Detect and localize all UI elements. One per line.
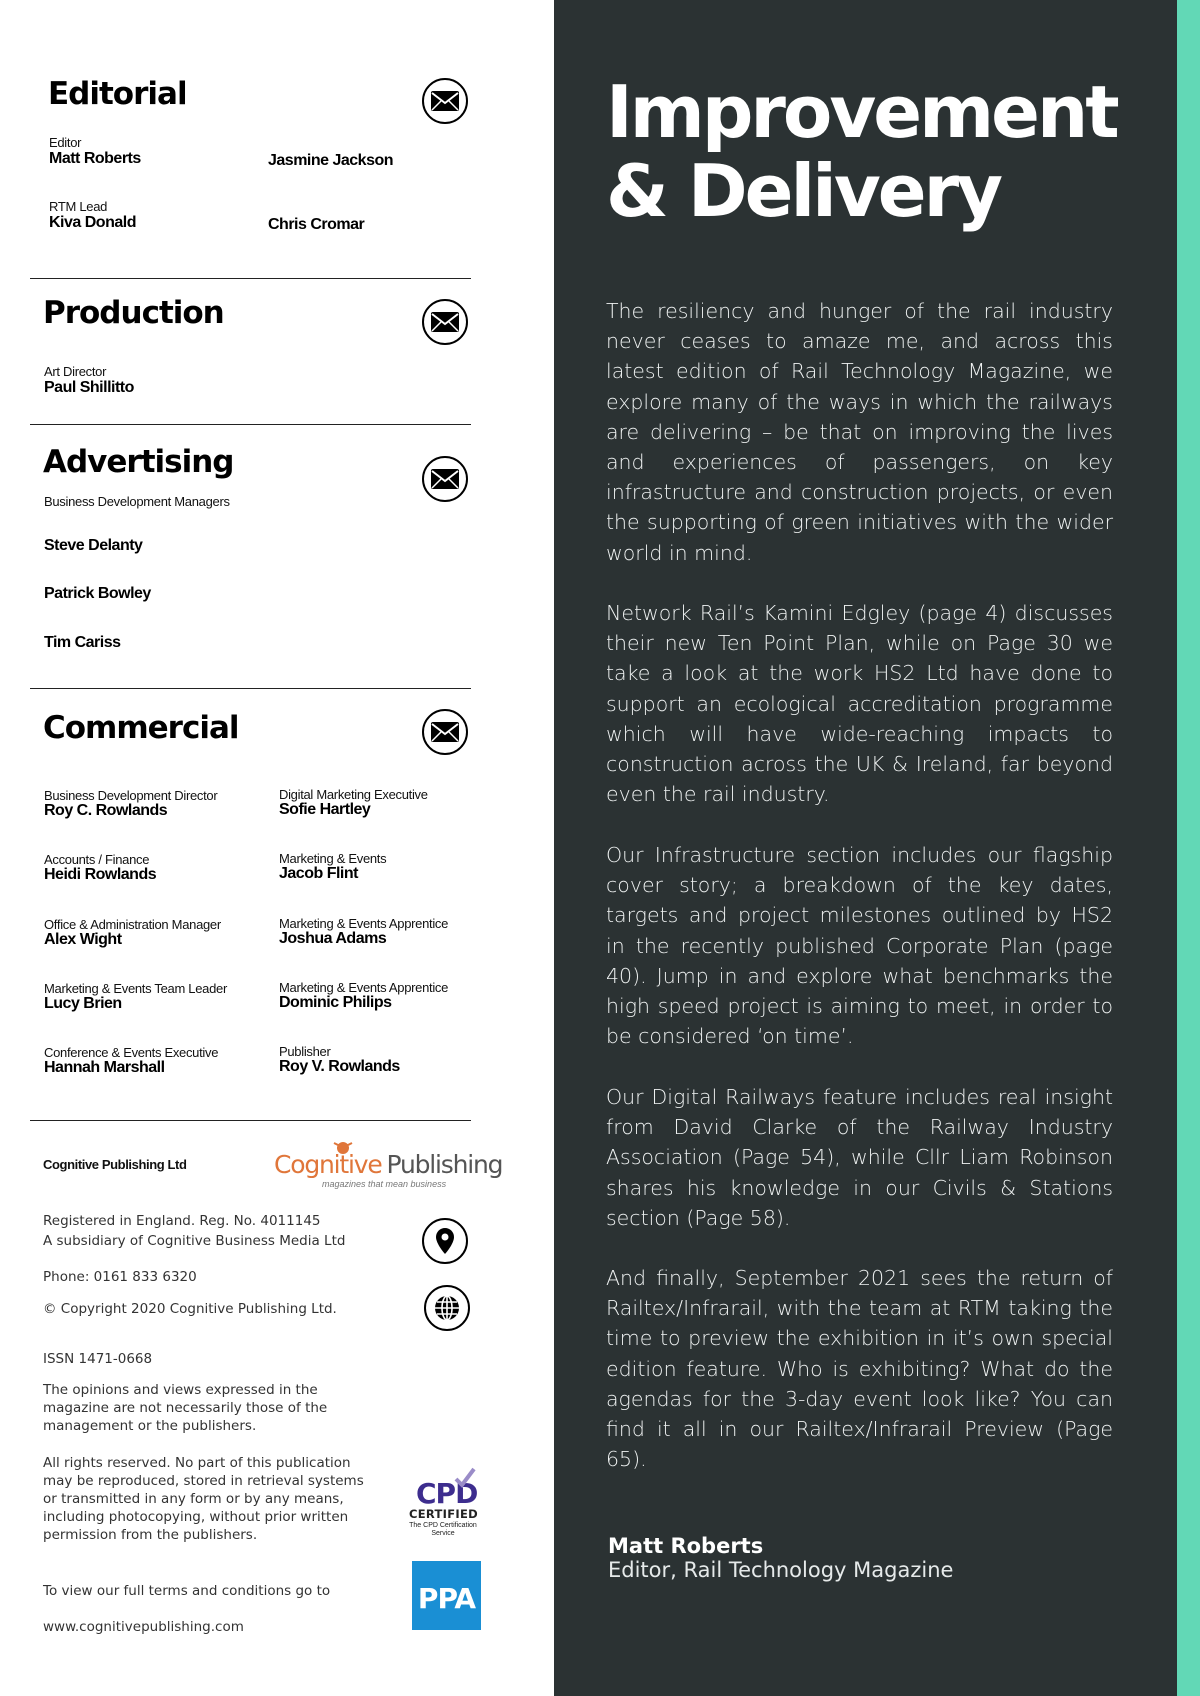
- staff-role: Business Development Director: [44, 788, 218, 803]
- email-icon[interactable]: [422, 709, 468, 755]
- staff-name: Heidi Rowlands: [44, 866, 157, 883]
- email-icon[interactable]: [422, 78, 468, 124]
- staff-name: Alex Wight: [44, 931, 122, 948]
- lead-name: Kiva Donald: [49, 214, 136, 231]
- staff-role: Accounts / Finance: [44, 852, 150, 867]
- article-paragraph: And finally, September 2021 sees the return of Railtex/Infrarail, with the team at RTM taking the time to preview the exhibition in it’s own special edition feature. Who is exhibiting? What do the agendas for the 3-day event look like? You can find it all in our Railtex/Infrarail Preview (Page 65).: [606, 1266, 1113, 1472]
- advertising-subheading: Business Development Managers: [44, 494, 230, 509]
- staff-name: Roy C. Rowlands: [44, 802, 168, 819]
- article-paragraph: Our Digital Railways feature includes real insight from David Clarke of the Railway Industry Association (Page 54), while Cllr Liam Robinson shares his knowledge in our Civils & Stations section (Page 58).: [606, 1085, 1113, 1230]
- staff-role: Office & Administration Manager: [44, 917, 221, 932]
- ppa-word: PPA: [417, 1582, 476, 1615]
- advertising-heading: Advertising: [43, 444, 234, 480]
- article-title-line2: & Delivery: [606, 149, 1001, 233]
- staff-name: Jacob Flint: [279, 865, 358, 882]
- editorial-heading: Editorial: [48, 76, 187, 112]
- article-paragraph: The resiliency and hunger of the rail industry never ceases to amaze me, and across this latest edition of Rail Technology Magazine, we explore many of the ways in which the railways are delivering – be that on improving the lives and experiences of passengers, on key infrastructure and construction projects, or even the supporting of green initiatives with the wider world in mind.: [606, 299, 1113, 565]
- article-paragraph: Our Infrastructure section includes our flagship cover story; a breakdown of the key dates, targets and project milestones outlined by HS2 in the recently published Corporate Plan (page 40). Jump in and explore what benchmarks the high speed project is aiming to meet, in order to be considered ‘on time’.: [606, 843, 1113, 1049]
- editor-role: Editor: [49, 135, 82, 150]
- article-paragraph: Network Rail’s Kamini Edgley (page 4) discusses their new Ten Point Plan, while on Page 30 we take a look at the work HS2 Ltd have done to support an ecological accreditation programme which will have wide-reaching impacts to construction across the UK & Ireland, far beyond even the rail industry.: [606, 601, 1113, 807]
- checkmark-icon: [454, 1467, 476, 1489]
- email-icon[interactable]: [422, 299, 468, 345]
- lead-role: RTM Lead: [49, 199, 108, 214]
- commercial-heading: Commercial: [43, 710, 239, 746]
- copyright-text: © Copyright 2020 Cognitive Publishing Ltd.: [43, 1301, 337, 1317]
- article-title-line1: Improvement: [606, 70, 1117, 154]
- editorial-panel: [554, 0, 1177, 1696]
- opinions-text: The opinions and views expressed in the magazine are not necessarily those of the management or the publishers.: [43, 1382, 328, 1434]
- author-name: Matt Roberts: [608, 1534, 764, 1558]
- subsidiary-text: A subsidiary of Cognitive Business Media Ltd: [43, 1233, 346, 1249]
- divider: [30, 1120, 471, 1121]
- lead2-name: Chris Cromar: [268, 216, 365, 233]
- advertising-name: Patrick Bowley: [44, 585, 151, 602]
- staff-role: Marketing & Events: [279, 851, 387, 866]
- cognitive-publishing-logo: [274, 1138, 503, 1190]
- art-director-role: Art Director: [44, 364, 107, 379]
- issn-text: ISSN 1471-0668: [43, 1351, 153, 1367]
- phone-text: Phone: 0161 833 6320: [43, 1269, 197, 1285]
- email-icon[interactable]: [422, 456, 468, 502]
- logo-word-publishing: Publishing: [386, 1150, 503, 1179]
- staff-column: [0, 0, 554, 1696]
- editor-name: Matt Roberts: [49, 150, 141, 167]
- art-director-name: Paul Shillitto: [44, 379, 134, 396]
- author-title: Editor, Rail Technology Magazine: [608, 1558, 954, 1582]
- registered-text: Registered in England. Reg. No. 4011145: [43, 1213, 321, 1229]
- staff-name: Roy V. Rowlands: [279, 1058, 400, 1075]
- staff-name: Dominic Philips: [279, 994, 392, 1011]
- staff-role: Marketing & Events Apprentice: [279, 980, 449, 995]
- cpd-certified-logo: [404, 1467, 482, 1539]
- logo-word-cognitive: Cognitive: [274, 1150, 382, 1179]
- rights-text: All rights reserved. No part of this publication may be reproduced, stored in retrieval systems or transmitted in any form or by any means, including photocopying, without prior written permission from the publishers.: [43, 1455, 364, 1543]
- publisher-company: Cognitive Publishing Ltd: [43, 1157, 187, 1172]
- staff-role: Marketing & Events Apprentice: [279, 916, 449, 931]
- staff-role: Digital Marketing Executive: [279, 787, 428, 802]
- staff-name: Lucy Brien: [44, 995, 122, 1012]
- cpd-word: CPD: [416, 1477, 478, 1510]
- accent-stripe: [1177, 0, 1200, 1696]
- globe-icon[interactable]: [424, 1285, 470, 1331]
- cpd-certified-word: CERTIFIED: [409, 1507, 478, 1521]
- terms-text: To view our full terms and conditions go to: [43, 1583, 331, 1599]
- advertising-name: Tim Cariss: [44, 634, 121, 651]
- ppa-logo: [412, 1561, 481, 1630]
- logo-tagline: magazines that mean business: [322, 1179, 447, 1189]
- staff-role: Conference & Events Executive: [44, 1045, 219, 1060]
- staff-role: Publisher: [279, 1044, 331, 1059]
- staff-name: Hannah Marshall: [44, 1059, 165, 1076]
- divider: [30, 688, 471, 689]
- production-heading: Production: [43, 295, 224, 331]
- editor2-name: Jasmine Jackson: [268, 152, 394, 169]
- staff-role: Marketing & Events Team Leader: [44, 981, 227, 996]
- divider: [30, 424, 471, 425]
- website-link[interactable]: www.cognitivepublishing.com: [43, 1619, 244, 1635]
- staff-name: Joshua Adams: [279, 930, 387, 947]
- cpd-service: The CPD Certification Service: [409, 1522, 477, 1537]
- advertising-name: Steve Delanty: [44, 537, 143, 554]
- divider: [30, 278, 471, 279]
- staff-name: Sofie Hartley: [279, 801, 371, 818]
- location-pin-icon: [422, 1218, 468, 1264]
